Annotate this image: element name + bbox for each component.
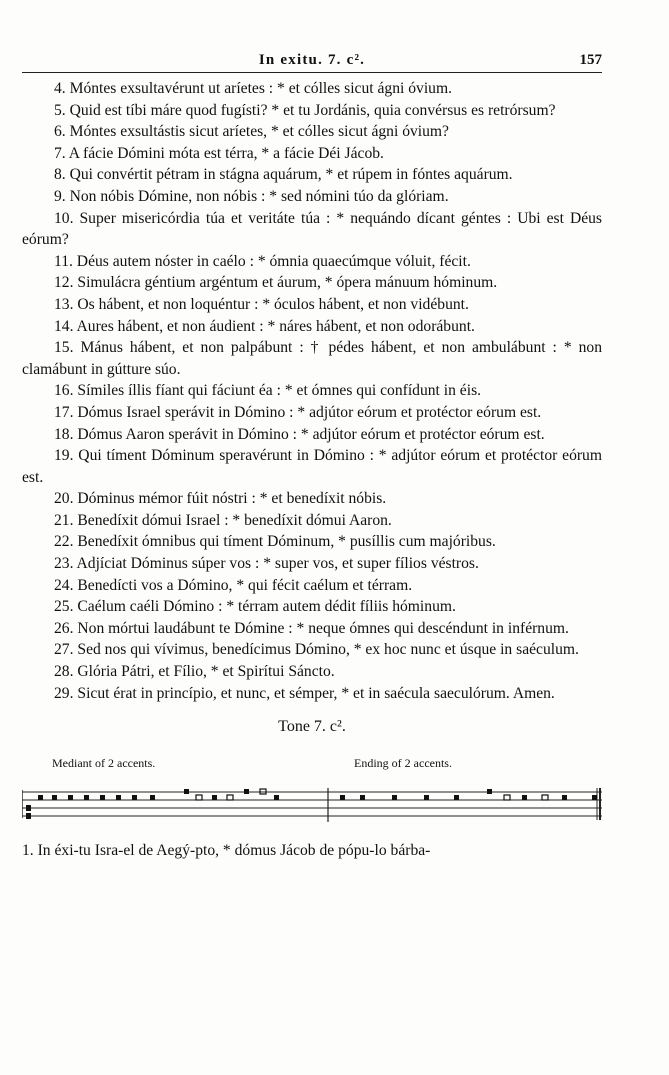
verse: 23. Adjíciat Dóminus súper vos : * super vos, et super fílios véstros. [54,555,479,573]
verse: 24. Benedícti vos a Dómino, * qui fécit caélum et térram. [54,576,413,594]
page-number: 157 [579,52,602,68]
verse: 14. Aures hábent, et non áudient : * náres hábent, et non odorábunt. [54,317,475,335]
verse: 4. Móntes exsultavérunt ut aríetes : * et cólles sicut ágni óvium. [54,80,452,97]
verse: 10. Super misericórdia túa et veritáte túa : * nequándo dícant géntes : Ubi est Déus eórum? [22,209,602,249]
running-header [22,46,602,73]
chant-staff [22,786,602,826]
verse: 15. Mánus hábent, et non palpábunt : † pédes hábent, et non ambulábunt : * non clamábunt in gútture súo. [22,339,602,378]
tone-title: Tone 7. c². [278,718,346,736]
verse: 29. Sicut érat in princípio, et nunc, et sémper, * et in saécula saeculórum. Amen. [54,684,555,702]
cadence-labels [22,756,602,776]
verse: 21. Benedíxit dómui Israel : * benedíxit dómui Aaron. [54,511,392,529]
verse: 13. Os hábent, et non loquéntur : * óculos hábent, et non vidébunt. [54,295,469,313]
chant-lyric: 1. In éxi-tu Isra-el de Aegý-pto, * dómus Jácob de pópu-lo bárba- [22,842,431,860]
verse: 20. Dóminus mémor fúit nóstri : * et benedíxit nóbis. [54,490,387,508]
verse: 27. Sed nos qui vívimus, benedícimus Dómino, * ex hoc nunc et úsque in saéculum. [54,641,579,659]
verse: 16. Símiles íllis fíant qui fáciunt éa : * et ómnes qui confídunt in éis. [54,382,482,400]
mediant-label: Mediant of 2 accents. [52,756,156,771]
verse: 5. Quid est tíbi máre quod fugísti? * et tu Jordánis, quia convérsus es retrórsum? [54,101,556,119]
verse: 8. Qui convértit pétram in stágna aquárum, * et rúpem in fóntes aquárum. [54,166,513,184]
verse: 7. A fácie Dómini móta est térra, * a fácie Déi Jácob. [54,144,384,162]
verse: 25. Caélum caéli Dómino : * térram autem dédit fíliis hóminum. [54,598,456,616]
psalm-page [22,46,602,860]
verse: 9. Non nóbis Dómine, non nóbis : * sed nómini túo da glóriam. [54,187,449,205]
verse: 17. Dómus Israel sperávit in Dómino : * adjútor eórum et protéctor eórum est. [54,403,542,421]
psalm-verses [22,78,602,704]
verse: 11. Déus autem nóster in caélo : * ómnia quaecúmque vóluit, fécit. [54,252,471,270]
running-title: In exitu. 7. c². [258,52,366,68]
verse: 28. Glória Pátri, et Fílio, * et Spirítui Sáncto. [54,663,335,681]
verse: 26. Non mórtui laudábunt te Dómine : * neque ómnes qui descéndunt in inférnum. [54,619,569,637]
verse: 19. Qui tíment Dóminum speravérunt in Dómino : * adjútor eórum et protéctor eórum est. [22,447,602,486]
verse: 6. Móntes exsultástis sicut aríetes, * et cólles sicut ágni óvium? [54,123,449,141]
staff-notation-icon [22,786,602,826]
ending-label: Ending of 2 accents. [354,756,452,771]
verse: 12. Simulácra géntium argéntum et áurum, * ópera mánuum hóminum. [54,274,498,292]
verse: 22. Benedíxit ómnibus qui tíment Dóminum, * pusíllis cum majóribus. [54,533,496,551]
verse: 18. Dómus Aaron sperávit in Dómino : * adjútor eórum et protéctor eórum est. [54,425,545,443]
